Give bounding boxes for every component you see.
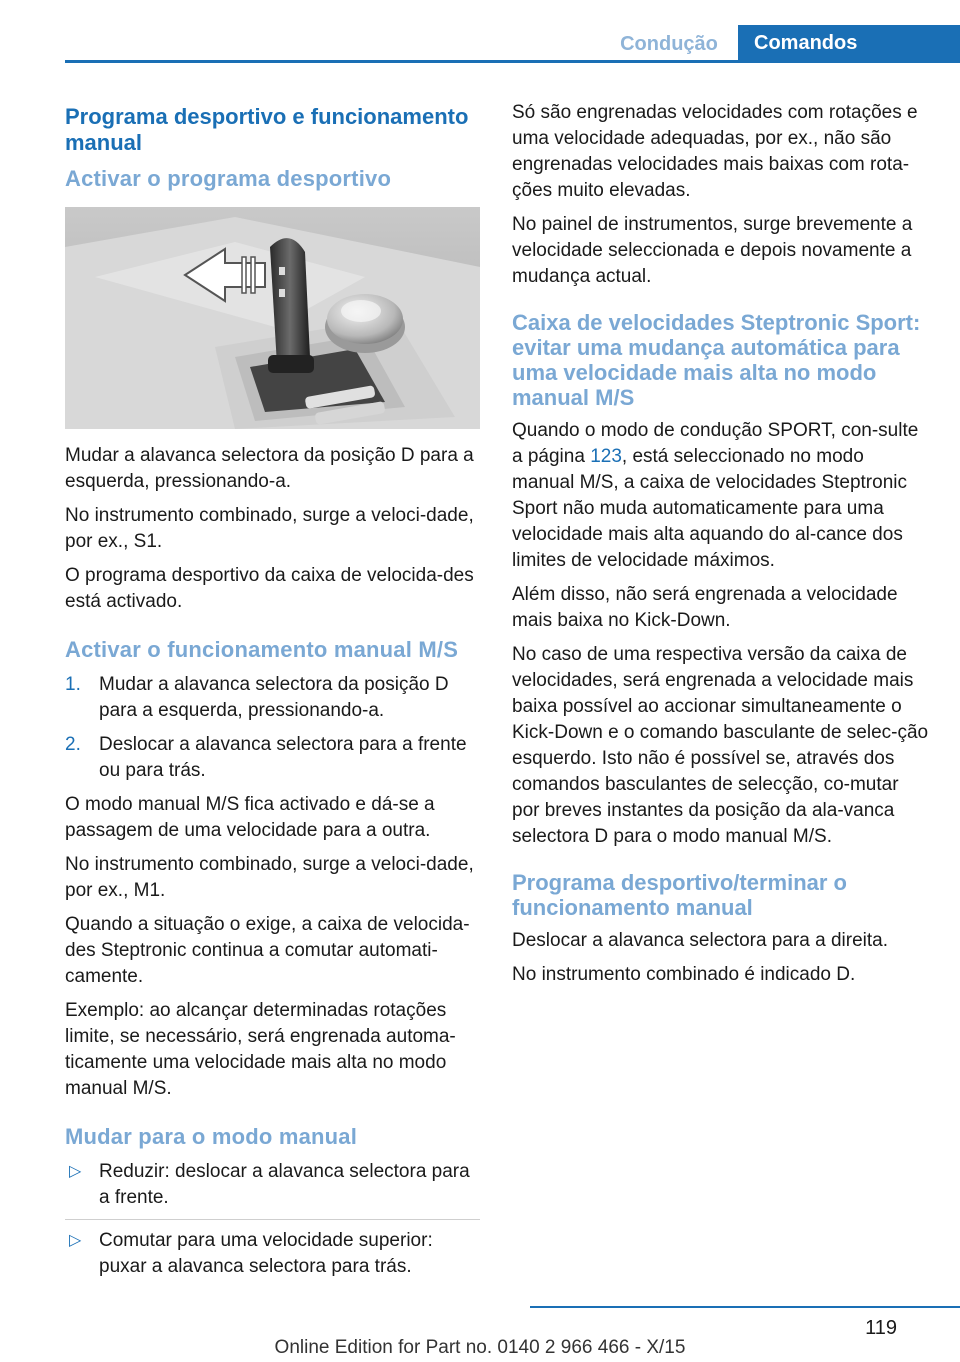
page-number: 119 [865, 1317, 897, 1339]
header-rule [65, 60, 960, 63]
paragraph [512, 418, 930, 574]
paragraph: Além disso, não será engrenada a velocidade mais baixa no Kick-Down. [512, 584, 898, 631]
gear-selector-illustration [65, 207, 480, 429]
paragraph: Deslocar a alavanca selectora para a direita. [512, 930, 888, 951]
list-item [65, 1159, 480, 1220]
paragraph: No instrumento combinado, surge a veloci‐dade, por ex., S1. [65, 505, 474, 552]
paragraph: No caso de uma respectiva versão da caixa de velocidades, será engrenada a velocidade mais baixa possível ao accionar simultaneamente o Kick-Down e o comando basculante de selec‐ção esquerdo. Isto não é possível se, através dos comandos basculantes de selecção, co‐mutar por breves instantes da posição da ala‐vanca selectora D para o modo manual M/S. [512, 644, 929, 847]
paragraph: O programa desportivo da caixa de velocida‐des está activado. [65, 565, 474, 612]
page-title: Programa desportivo e funcionamento manual [65, 104, 469, 155]
paragraph: Só são engrenadas velocidades com rotações e uma velocidade adequadas, por ex., não são engrenadas velocidades mais baixas com rota‐ções muito elevadas. [512, 102, 918, 201]
list-item [65, 672, 480, 724]
step-text: Deslocar a alavanca selectora para a frente ou para trás. [99, 734, 467, 781]
paragraph: Mudar a alavanca selectora da posição D para a esquerda, pressionando-a. [65, 445, 474, 492]
heading-terminate: Programa desportivo/terminar o funcionamento manual [512, 870, 847, 920]
section-label: Condução [620, 33, 718, 55]
page-link[interactable]: 123 [590, 446, 622, 467]
heading-change-manual: Mudar para o modo manual [65, 1124, 358, 1149]
heading-activate-sport: Activar o programa desportivo [65, 166, 392, 191]
step-number: 2. [65, 734, 81, 755]
bullet-text: Comutar para uma velocidade superior: puxar a alavanca selectora para trás. [99, 1230, 433, 1277]
step-text: Mudar a alavanca selectora da posição D para a esquerda, pressionando-a. [99, 674, 449, 721]
gear-selector-image [65, 207, 480, 429]
paragraph: Quando a situação o exige, a caixa de velocida‐des Steptronic continua a comutar automati‐camente. [65, 914, 470, 987]
text-span: Quando o modo de condução SPORT, con‐sulte a página [512, 420, 919, 467]
triangle-bullet-icon: ▷ [69, 1163, 82, 1180]
left-column [65, 100, 480, 1296]
paragraph: No painel de instrumentos, surge brevemente a velocidade seleccionada e depois novamente a mudança actual. [512, 214, 913, 287]
text-span: , está seleccionado no modo manual M/S, a caixa de velocidades Steptronic Sport não muda automaticamente para uma velocidade mais alta aquando do al‐cance dos limites de velocidade máximos. [512, 446, 907, 571]
paragraph: Exemplo: ao alcançar determinadas rotações limite, se necessário, será engrenada automa‐ticamente uma velocidade mais alta no modo manual M/S. [65, 1000, 456, 1099]
step-number: 1. [65, 674, 81, 695]
heading-activate-manual: Activar o funcionamento manual M/S [65, 637, 459, 662]
edition-note: Online Edition for Part no. 0140 2 966 466 - X/15 [274, 1337, 686, 1358]
paragraph: O modo manual M/S fica activado e dá-se a passagem de uma velocidade para a outra. [65, 794, 435, 841]
right-column [512, 100, 930, 996]
chapter-tab: Comandos [738, 25, 960, 61]
bullet-text: Reduzir: deslocar a alavanca selectora para a frente. [99, 1161, 470, 1208]
list-item [65, 732, 480, 784]
list-item [65, 1228, 480, 1288]
heading-steptronic: Caixa de velocidades Steptronic Sport: evitar uma mudança automática para uma velocidade mais alta no modo manual M/S [512, 310, 921, 410]
bullet-list [65, 1159, 480, 1288]
footer-rule [530, 1306, 960, 1308]
triangle-bullet-icon: ▷ [69, 1232, 82, 1249]
paragraph: No instrumento combinado, surge a veloci‐dade, por ex., M1. [65, 854, 474, 901]
paragraph: No instrumento combinado é indicado D. [512, 964, 856, 985]
steps-list [65, 672, 480, 784]
